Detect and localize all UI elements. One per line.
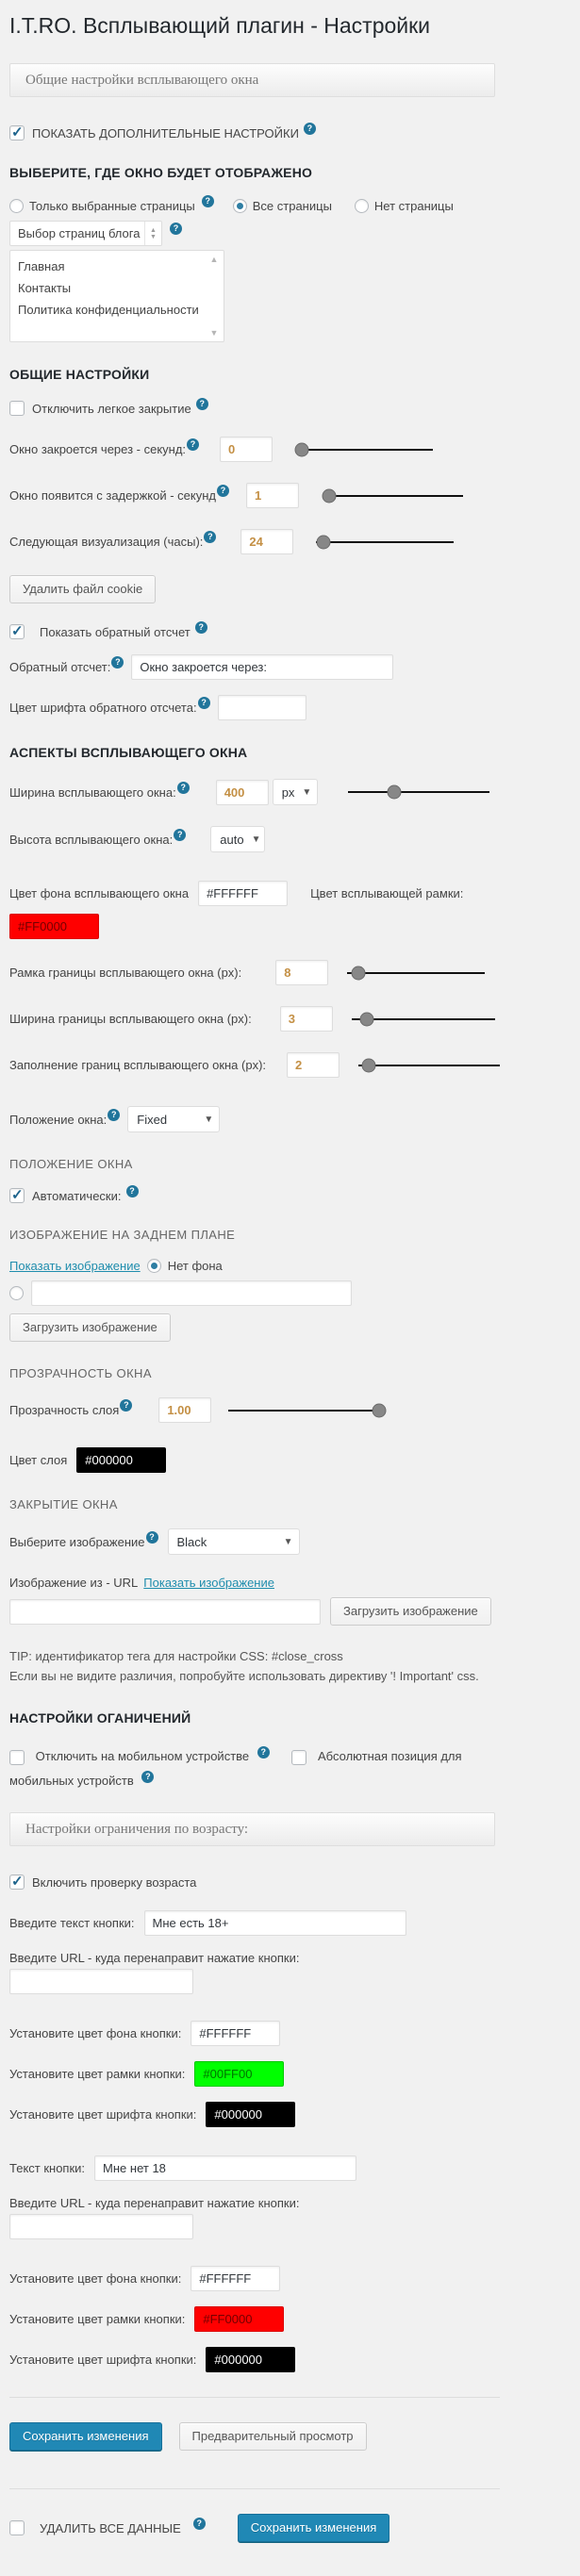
bg-url-input[interactable] bbox=[31, 1280, 352, 1306]
divider bbox=[9, 2397, 500, 2398]
no-bg-radio[interactable] bbox=[147, 1259, 161, 1273]
bg-url-row bbox=[9, 1280, 571, 1306]
show-advanced-row bbox=[9, 125, 571, 140]
list-item[interactable]: Политика конфиденциальности bbox=[18, 303, 199, 317]
spinner-arrows-icon[interactable]: ▲ ▼ bbox=[144, 222, 161, 245]
countdown-color-input[interactable] bbox=[218, 695, 307, 720]
window-position-value: Fixed bbox=[137, 1112, 168, 1127]
accordion-general-settings[interactable]: Общие настройки всплывающего окна bbox=[9, 63, 495, 97]
yes-border-label: Установите цвет рамки кнопки: bbox=[9, 2067, 186, 2081]
border-width-row bbox=[9, 1006, 571, 1032]
slider-handle[interactable] bbox=[360, 1012, 374, 1026]
yes-text-label: Введите текст кнопки: bbox=[9, 1916, 135, 1930]
image-url-input[interactable] bbox=[9, 1599, 321, 1625]
next-render-input[interactable] bbox=[240, 529, 293, 554]
auto-position-label: Автоматически: bbox=[32, 1188, 122, 1203]
show-image-link[interactable]: Показать изображение bbox=[143, 1576, 274, 1590]
help-icon[interactable]: ? bbox=[195, 621, 207, 634]
no-url-input[interactable] bbox=[9, 2214, 193, 2239]
scrollbar[interactable] bbox=[207, 255, 221, 338]
heading-close-window: ЗАКРЫТИЕ ОКНА bbox=[9, 1497, 118, 1511]
radio-all-pages-label: Все страницы bbox=[252, 199, 332, 213]
help-icon[interactable]: ? bbox=[170, 223, 182, 235]
no-url-label: Введите URL - куда перенаправит нажатие кнопки: bbox=[9, 2196, 300, 2210]
radio-all-pages[interactable] bbox=[233, 199, 247, 213]
border-padding-label: Заполнение границ всплывающего окна (px): bbox=[9, 1058, 267, 1072]
chevron-down-icon: ▼ bbox=[204, 1114, 214, 1125]
slider-handle[interactable] bbox=[316, 535, 330, 549]
popup-height-label: Высота всплывающего окна: bbox=[9, 832, 174, 847]
no-bg-input[interactable] bbox=[191, 2266, 280, 2291]
close-after-slider[interactable] bbox=[299, 442, 433, 457]
popup-height-row bbox=[9, 826, 571, 852]
age-enable-label: Включить проверку возраста bbox=[32, 1874, 197, 1890]
help-icon[interactable]: ? bbox=[177, 782, 190, 794]
no-border-input[interactable] bbox=[194, 2306, 284, 2332]
help-icon[interactable]: ? bbox=[257, 1746, 270, 1759]
help-icon[interactable]: ? bbox=[202, 195, 214, 207]
help-icon[interactable]: ? bbox=[304, 123, 316, 135]
no-font-input[interactable] bbox=[206, 2347, 295, 2372]
accordion-age-restriction[interactable]: Настройки ограничения по возрасту: bbox=[9, 1812, 495, 1846]
slider-handle[interactable] bbox=[351, 966, 365, 980]
delete-cookie-button[interactable]: Удалить файл cookie bbox=[9, 575, 156, 603]
no-border-row bbox=[9, 2306, 571, 2332]
page-title: I.T.RO. Всплывающий плагин - Настройки bbox=[9, 13, 431, 38]
help-icon[interactable]: ? bbox=[196, 398, 208, 410]
image-url-label-row bbox=[9, 1576, 571, 1590]
frame-color-input[interactable] bbox=[9, 914, 99, 939]
border-padding-row bbox=[9, 1052, 571, 1078]
no-bg-label: Нет фона bbox=[167, 1259, 223, 1273]
yes-bg-input[interactable] bbox=[191, 2021, 280, 2046]
list-item[interactable]: Главная bbox=[18, 259, 65, 273]
slider-handle[interactable] bbox=[361, 1058, 375, 1072]
opacity-label: Прозрачность слоя bbox=[9, 1403, 120, 1417]
heading-general: ОБЩИЕ НАСТРОЙКИ bbox=[9, 367, 150, 382]
width-unit-select[interactable] bbox=[273, 779, 318, 805]
border-padding-input[interactable] bbox=[287, 1052, 340, 1078]
border-radius-input[interactable] bbox=[275, 960, 328, 985]
help-icon[interactable]: ? bbox=[120, 1399, 132, 1412]
disable-mobile-checkbox[interactable] bbox=[9, 1750, 25, 1765]
upload-image-button[interactable]: Загрузить изображение bbox=[330, 1597, 491, 1626]
yes-font-row bbox=[9, 2102, 571, 2127]
css-tip-line1: TIP: идентификатор тега для настройки CSS: #close_cross bbox=[9, 1649, 343, 1663]
delete-all-checkbox[interactable] bbox=[9, 2520, 25, 2535]
radio-selected-pages[interactable] bbox=[9, 199, 24, 213]
yes-text-row bbox=[9, 1910, 571, 1936]
delay-label: Окно появится с задержкой - секунд bbox=[9, 488, 217, 503]
yes-border-input[interactable] bbox=[194, 2061, 284, 2087]
delay-row bbox=[9, 483, 571, 508]
help-icon[interactable]: ? bbox=[187, 438, 199, 451]
frame-color-row bbox=[9, 914, 571, 939]
page-select-spinner[interactable] bbox=[9, 221, 162, 246]
frame-color-label: Цвет всплывающей рамки: bbox=[310, 886, 464, 900]
window-position-select[interactable] bbox=[127, 1106, 220, 1132]
yes-text-input[interactable] bbox=[144, 1910, 406, 1936]
close-after-label: Окно закроется через - секунд: bbox=[9, 442, 187, 456]
radio-no-pages-label: Нет страницы bbox=[373, 199, 454, 213]
bg-color-input[interactable] bbox=[198, 881, 288, 906]
next-render-slider[interactable] bbox=[316, 535, 454, 550]
yes-url-label: Введите URL - куда перенаправит нажатие кнопки: bbox=[9, 1951, 300, 1965]
delay-input[interactable] bbox=[246, 483, 299, 508]
slider-handle[interactable] bbox=[294, 442, 308, 456]
no-bg-label: Установите цвет фона кнопки: bbox=[9, 2271, 182, 2286]
heading-aspects: АСПЕКТЫ ВСПЛЫВАЮЩЕГО ОКНА bbox=[9, 745, 248, 760]
scroll-up-icon[interactable]: ▲ bbox=[209, 255, 219, 264]
border-padding-slider[interactable] bbox=[358, 1058, 500, 1073]
heading-display: ВЫБЕРИТЕ, ГДЕ ОКНО БУДЕТ ОТОБРАЖЕНО bbox=[9, 165, 313, 180]
popup-width-label: Ширина всплывающего окна: bbox=[9, 784, 176, 800]
border-width-slider[interactable] bbox=[352, 1012, 495, 1027]
divider bbox=[9, 2488, 500, 2489]
slider-handle[interactable] bbox=[373, 1403, 387, 1417]
help-icon[interactable]: ? bbox=[141, 1771, 154, 1783]
popup-width-input[interactable] bbox=[216, 780, 269, 805]
display-radio-group bbox=[9, 196, 571, 213]
close-image-label: Выберите изображение bbox=[9, 1534, 145, 1549]
absolute-mobile-label: Абсолютная позиция для мобильных устройств bbox=[9, 1749, 462, 1788]
help-icon[interactable]: ? bbox=[193, 2518, 206, 2530]
help-icon[interactable]: ? bbox=[111, 656, 124, 669]
popup-height-select[interactable] bbox=[210, 826, 265, 852]
next-render-row bbox=[9, 529, 571, 554]
border-radius-row bbox=[9, 960, 571, 985]
heading-opacity: ПРОЗРАЧНОСТЬ ОКНА bbox=[9, 1366, 152, 1380]
heading-restrictions: НАСТРОЙКИ ОГАНИЧЕНИЙ bbox=[9, 1710, 191, 1726]
countdown-color-label: Цвет шрифта обратного отсчета: bbox=[9, 701, 197, 715]
heading-background-image: ИЗОБРАЖЕНИЕ НА ЗАДНЕМ ПЛАНЕ bbox=[9, 1228, 236, 1242]
radio-no-pages[interactable] bbox=[355, 199, 369, 213]
yes-border-row bbox=[9, 2061, 571, 2087]
easy-close-checkbox[interactable] bbox=[9, 401, 25, 416]
age-enable-checkbox[interactable] bbox=[9, 1874, 25, 1890]
no-text-label: Текст кнопки: bbox=[9, 2161, 86, 2175]
save-changes-button[interactable]: Сохранить изменения bbox=[9, 2422, 162, 2451]
yes-bg-row bbox=[9, 2021, 571, 2046]
close-after-row bbox=[9, 437, 571, 462]
popup-width-row bbox=[9, 779, 571, 805]
layer-color-input[interactable] bbox=[76, 1447, 166, 1473]
delay-slider[interactable] bbox=[323, 488, 463, 504]
preview-button[interactable]: Предварительный просмотр bbox=[179, 2422, 367, 2451]
help-icon[interactable]: ? bbox=[198, 697, 210, 709]
border-width-label: Ширина границы всплывающего окна (px): bbox=[9, 1012, 252, 1026]
scroll-down-icon[interactable]: ▼ bbox=[209, 328, 219, 338]
bg-image-choice-row bbox=[9, 1259, 571, 1273]
easy-close-label: Отключить легкое закрытие bbox=[32, 401, 191, 416]
close-image-select[interactable] bbox=[168, 1528, 300, 1555]
window-position-row bbox=[9, 1106, 571, 1132]
css-tip-line2: Если вы не видите различия, попробуйте использовать директиву '! Important' css. bbox=[9, 1669, 479, 1683]
delete-all-label: УДАЛИТЬ ВСЕ ДАННЫЕ bbox=[40, 2520, 181, 2535]
auto-position-row bbox=[9, 1185, 571, 1203]
popup-width-slider[interactable] bbox=[348, 784, 489, 800]
heading-window-position: ПОЛОЖЕНИЕ ОКНА bbox=[9, 1157, 133, 1171]
layer-color-label: Цвет слоя bbox=[9, 1453, 68, 1467]
no-text-input[interactable] bbox=[94, 2155, 356, 2181]
countdown-text-input[interactable] bbox=[131, 654, 393, 680]
no-font-row bbox=[9, 2347, 571, 2372]
page-spinner-value: Выбор страниц блога bbox=[18, 226, 141, 240]
list-item[interactable]: Контакты bbox=[18, 281, 72, 295]
absolute-mobile-checkbox[interactable] bbox=[291, 1750, 307, 1765]
mobile-options-row bbox=[9, 1744, 523, 1793]
popup-height-value: auto bbox=[220, 832, 244, 847]
help-icon[interactable]: ? bbox=[108, 1109, 120, 1121]
show-advanced-label: ПОКАЗАТЬ ДОПОЛНИТЕЛЬНЫЕ НАСТРОЙКИ bbox=[32, 125, 299, 140]
countdown-color-row bbox=[9, 695, 571, 720]
opacity-row bbox=[9, 1397, 571, 1423]
no-border-label: Установите цвет рамки кнопки: bbox=[9, 2312, 186, 2326]
border-radius-label: Рамка границы всплывающего окна (px): bbox=[9, 966, 242, 980]
bg-color-row bbox=[9, 881, 571, 906]
slider-handle[interactable] bbox=[388, 785, 402, 800]
slider-handle[interactable] bbox=[322, 488, 336, 503]
upload-image-button[interactable]: Загрузить изображение bbox=[9, 1313, 171, 1342]
help-icon[interactable]: ? bbox=[174, 829, 186, 841]
help-icon[interactable]: ? bbox=[204, 531, 216, 543]
width-unit-value: px bbox=[281, 784, 295, 800]
radio-selected-pages-label: Только выбранные страницы bbox=[29, 199, 195, 213]
close-image-row bbox=[9, 1528, 571, 1555]
bg-url-radio[interactable] bbox=[9, 1286, 24, 1300]
next-render-label: Следующая визуализация (часы): bbox=[9, 535, 204, 549]
delete-all-row bbox=[9, 2514, 571, 2542]
close-image-value: Black bbox=[176, 1534, 207, 1549]
save-changes-button-2[interactable]: Сохранить изменения bbox=[238, 2514, 390, 2542]
yes-bg-label: Установите цвет фона кнопки: bbox=[9, 2026, 182, 2040]
border-width-input[interactable] bbox=[280, 1006, 333, 1032]
bg-color-label: Цвет фона всплывающего окна bbox=[9, 886, 190, 900]
image-url-row bbox=[9, 1597, 571, 1626]
help-icon[interactable]: ? bbox=[126, 1185, 139, 1197]
yes-font-label: Установите цвет шрифта кнопки: bbox=[9, 2107, 197, 2122]
page-listbox[interactable] bbox=[9, 250, 224, 342]
chevron-down-icon: ▼ bbox=[251, 834, 261, 845]
help-icon[interactable]: ? bbox=[217, 485, 229, 497]
opacity-input[interactable] bbox=[158, 1397, 211, 1423]
yes-url-input[interactable] bbox=[9, 1969, 193, 1994]
show-countdown-label: Показать обратный отсчет bbox=[40, 624, 191, 639]
border-radius-slider[interactable] bbox=[347, 966, 485, 981]
layer-color-row bbox=[9, 1447, 571, 1473]
page-spinner-row bbox=[9, 221, 571, 246]
chevron-down-icon: ▼ bbox=[283, 1536, 293, 1547]
countdown-text-label: Обратный отсчет: bbox=[9, 660, 111, 674]
close-after-input[interactable] bbox=[220, 437, 273, 462]
no-bg-row bbox=[9, 2266, 571, 2291]
image-url-label: Изображение из - URL bbox=[9, 1576, 139, 1590]
show-countdown-checkbox[interactable] bbox=[9, 624, 25, 639]
disable-mobile-label: Отключить на мобильном устройстве bbox=[35, 1749, 250, 1763]
no-text-row bbox=[9, 2155, 571, 2181]
show-countdown-row bbox=[9, 621, 571, 639]
auto-position-checkbox[interactable] bbox=[9, 1188, 25, 1203]
help-icon[interactable]: ? bbox=[146, 1531, 158, 1544]
no-font-label: Установите цвет шрифта кнопки: bbox=[9, 2353, 197, 2367]
show-image-link[interactable]: Показать изображение bbox=[9, 1259, 141, 1273]
age-enable-row bbox=[9, 1874, 571, 1890]
yes-font-input[interactable] bbox=[206, 2102, 295, 2127]
show-advanced-checkbox[interactable] bbox=[9, 125, 25, 140]
countdown-text-row bbox=[9, 654, 571, 680]
easy-close-row bbox=[9, 398, 571, 416]
chevron-down-icon: ▼ bbox=[302, 786, 312, 798]
window-position-label: Положение окна: bbox=[9, 1112, 108, 1127]
opacity-slider[interactable] bbox=[228, 1403, 384, 1418]
